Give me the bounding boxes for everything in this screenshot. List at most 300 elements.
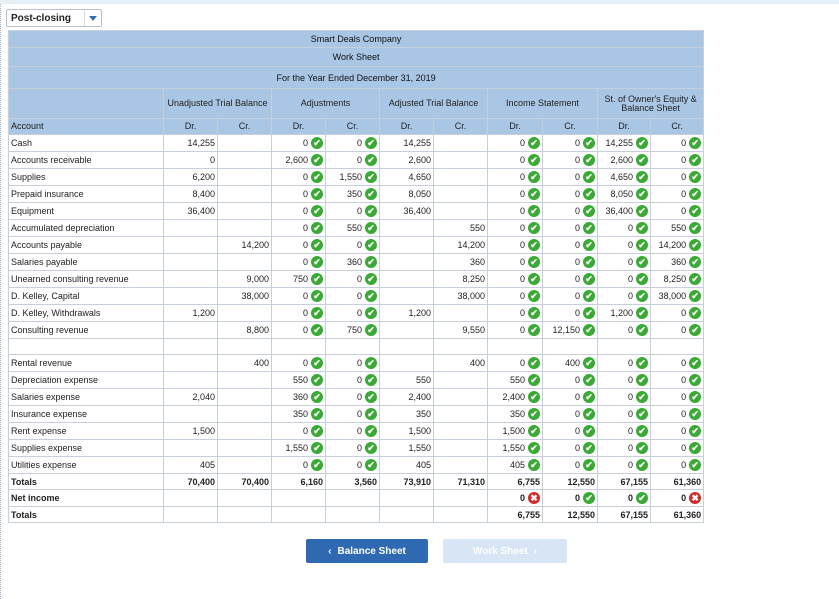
- answer-field[interactable]: [328, 440, 377, 456]
- cell-value: 550: [509, 375, 525, 385]
- is-dr-cell[interactable]: [488, 288, 543, 305]
- check-icon: ✔: [365, 307, 377, 319]
- answer-field[interactable]: [653, 152, 701, 168]
- answer-field[interactable]: [274, 322, 323, 338]
- is-dr-cell: [488, 339, 543, 355]
- is-dr-cell[interactable]: [488, 135, 543, 152]
- adj-dr-cell[interactable]: [272, 152, 326, 169]
- is-cr-cell[interactable]: [543, 220, 598, 237]
- is-dr-cell[interactable]: [488, 254, 543, 271]
- answer-field[interactable]: [545, 288, 595, 304]
- oe-cr-cell[interactable]: [651, 288, 704, 305]
- utb-cr-cell: [218, 220, 272, 237]
- answer-field[interactable]: [545, 423, 595, 439]
- answer-field[interactable]: [653, 389, 701, 405]
- answer-field[interactable]: [600, 254, 648, 270]
- is-dr-cell[interactable]: [488, 152, 543, 169]
- answer-field[interactable]: [274, 169, 323, 185]
- is-cr-cell[interactable]: [543, 186, 598, 203]
- oe-cr-cell[interactable]: [651, 355, 704, 372]
- is-dr-cell[interactable]: [488, 457, 543, 474]
- check-icon: ✔: [636, 324, 648, 336]
- answer-field[interactable]: [490, 152, 540, 168]
- oe-cr-cell[interactable]: [651, 220, 704, 237]
- adj-dr-cell[interactable]: [272, 389, 326, 406]
- is-cr-cell[interactable]: [543, 288, 598, 305]
- answer-field[interactable]: [545, 203, 595, 219]
- is-cr-cell[interactable]: [543, 322, 598, 339]
- adj-dr-cell[interactable]: [272, 169, 326, 186]
- check-icon: ✔: [583, 324, 595, 336]
- answer-field[interactable]: [600, 305, 648, 321]
- oe-cr-cell[interactable]: [651, 135, 704, 152]
- utb-cr-cell: [218, 406, 272, 423]
- adj-dr-cell[interactable]: [272, 254, 326, 271]
- check-icon: ✔: [689, 188, 701, 200]
- account-row: [9, 152, 704, 169]
- cell-value: 0: [356, 460, 362, 470]
- cell-value: 0: [627, 426, 633, 436]
- adj-dr-cell[interactable]: [272, 237, 326, 254]
- atb-cr-cell: [434, 339, 488, 355]
- answer-field[interactable]: [653, 254, 701, 270]
- adj-cr-cell[interactable]: [326, 406, 380, 423]
- answer-field[interactable]: [600, 355, 648, 371]
- is-cr-cell[interactable]: [543, 254, 598, 271]
- answer-field[interactable]: [545, 254, 595, 270]
- answer-field[interactable]: [490, 372, 540, 388]
- oe-dr-cell[interactable]: [598, 203, 651, 220]
- answer-field[interactable]: [328, 169, 377, 185]
- oe-cr-cell[interactable]: [651, 440, 704, 457]
- account-row: [9, 186, 704, 203]
- adj-cr-cell[interactable]: [326, 203, 380, 220]
- answer-field[interactable]: [653, 135, 701, 151]
- answer-field[interactable]: [328, 254, 377, 270]
- is-dr-cell[interactable]: [488, 389, 543, 406]
- answer-field[interactable]: [600, 440, 648, 456]
- oe-dr-cell[interactable]: [598, 355, 651, 372]
- answer-field[interactable]: [274, 305, 323, 321]
- adj-cr-cell[interactable]: [326, 288, 380, 305]
- answer-field[interactable]: [274, 389, 323, 405]
- answer-field[interactable]: [490, 440, 540, 456]
- is-dr-cell[interactable]: [488, 203, 543, 220]
- oe-dr-cell[interactable]: [598, 288, 651, 305]
- check-icon: ✔: [528, 188, 540, 200]
- answer-field[interactable]: [328, 288, 377, 304]
- is-dr-cell[interactable]: [488, 423, 543, 440]
- cell-value: 0: [574, 291, 580, 301]
- answer-field[interactable]: [328, 423, 377, 439]
- oe-cr-cell[interactable]: [651, 305, 704, 322]
- check-icon: ✔: [528, 256, 540, 268]
- answer-field[interactable]: [490, 457, 540, 473]
- answer-field[interactable]: [490, 305, 540, 321]
- cell-value: 14,255: [605, 138, 633, 148]
- answer-field[interactable]: [274, 135, 323, 151]
- answer-field[interactable]: [328, 322, 377, 338]
- answer-field[interactable]: [600, 271, 648, 287]
- answer-field[interactable]: [274, 423, 323, 439]
- utb-cr-cell: [218, 440, 272, 457]
- answer-field[interactable]: [600, 490, 648, 506]
- answer-field[interactable]: [653, 169, 701, 185]
- is-dr-cell[interactable]: [488, 271, 543, 288]
- answer-field[interactable]: [274, 220, 323, 236]
- answer-field[interactable]: [490, 355, 540, 371]
- cell-value: 1,550: [285, 443, 308, 453]
- adj-cr-cell[interactable]: [326, 423, 380, 440]
- answer-field[interactable]: [490, 490, 540, 506]
- answer-field[interactable]: [328, 355, 377, 371]
- is-cr-cell[interactable]: [543, 355, 598, 372]
- answer-field[interactable]: [274, 457, 323, 473]
- adj-dr-cell[interactable]: [272, 355, 326, 372]
- check-icon: ✔: [583, 205, 595, 217]
- atb-cr-cell: [434, 507, 488, 523]
- answer-field[interactable]: [600, 135, 648, 151]
- account-row: [9, 440, 704, 457]
- adj-cr-cell[interactable]: [326, 389, 380, 406]
- atb-cr-cell: 9,550: [434, 322, 488, 339]
- answer-field[interactable]: [328, 305, 377, 321]
- answer-field[interactable]: [328, 389, 377, 405]
- answer-field[interactable]: [328, 220, 377, 236]
- adj-dr-cell[interactable]: [272, 305, 326, 322]
- adj-cr-cell[interactable]: [326, 220, 380, 237]
- adj-cr-cell[interactable]: [326, 186, 380, 203]
- adj-cr-cell[interactable]: [326, 271, 380, 288]
- answer-field[interactable]: [490, 237, 540, 253]
- adj-dr-cell[interactable]: [272, 372, 326, 389]
- answer-field[interactable]: [490, 169, 540, 185]
- oe-dr-cell[interactable]: [598, 389, 651, 406]
- answer-field[interactable]: [600, 322, 648, 338]
- adj-dr-cell[interactable]: [272, 288, 326, 305]
- answer-field[interactable]: [653, 186, 701, 202]
- check-icon: ✔: [636, 425, 648, 437]
- answer-field[interactable]: [274, 355, 323, 371]
- answer-field[interactable]: [545, 440, 595, 456]
- oe-dr-cell[interactable]: [598, 220, 651, 237]
- answer-field[interactable]: [653, 305, 701, 321]
- oe-dr-cell[interactable]: [598, 457, 651, 474]
- answer-field[interactable]: [490, 220, 540, 236]
- oe-dr-cell[interactable]: [598, 186, 651, 203]
- answer-field[interactable]: [600, 237, 648, 253]
- answer-field[interactable]: [653, 440, 701, 456]
- answer-field[interactable]: [600, 186, 648, 202]
- adj-cr-cell[interactable]: [326, 440, 380, 457]
- is-cr-cell[interactable]: [543, 237, 598, 254]
- adj-dr-cell[interactable]: [272, 440, 326, 457]
- cell-value: 0: [681, 392, 687, 402]
- cell-value: 0: [519, 308, 525, 318]
- oe-dr-cell[interactable]: [598, 423, 651, 440]
- answer-field[interactable]: [328, 186, 377, 202]
- answer-field[interactable]: [600, 372, 648, 388]
- is-dr-cell[interactable]: [488, 237, 543, 254]
- cell-value: 0: [574, 274, 580, 284]
- answer-field[interactable]: [653, 203, 701, 219]
- is-cr-cell[interactable]: [543, 372, 598, 389]
- cell-value: 0: [356, 375, 362, 385]
- answer-field[interactable]: [600, 423, 648, 439]
- is-cr-cell[interactable]: [543, 389, 598, 406]
- answer-field[interactable]: [653, 237, 701, 253]
- answer-field[interactable]: [274, 254, 323, 270]
- oe-cr-cell[interactable]: [651, 186, 704, 203]
- answer-field[interactable]: [274, 372, 323, 388]
- is-cr-cell[interactable]: [543, 490, 598, 507]
- adj-dr-cell[interactable]: [272, 406, 326, 423]
- is-cr-cell[interactable]: [543, 423, 598, 440]
- is-cr-cell[interactable]: [543, 406, 598, 423]
- is-dr-cell[interactable]: [488, 440, 543, 457]
- answer-field[interactable]: [490, 186, 540, 202]
- answer-field[interactable]: [545, 237, 595, 253]
- answer-field[interactable]: [490, 271, 540, 287]
- cell-value: 350: [292, 409, 308, 419]
- answer-field[interactable]: [545, 135, 595, 151]
- answer-field[interactable]: [653, 220, 701, 236]
- answer-field[interactable]: [545, 271, 595, 287]
- oe-dr-cell[interactable]: [598, 237, 651, 254]
- is-dr-cell[interactable]: [488, 322, 543, 339]
- answer-field[interactable]: [653, 355, 701, 371]
- answer-field[interactable]: [545, 169, 595, 185]
- answer-field[interactable]: [600, 457, 648, 473]
- answer-field[interactable]: [653, 457, 701, 473]
- oe-cr-cell[interactable]: [651, 322, 704, 339]
- oe-cr-cell[interactable]: [651, 203, 704, 220]
- oe-dr-cell[interactable]: [598, 271, 651, 288]
- answer-field[interactable]: [274, 288, 323, 304]
- cell-value: 0: [681, 172, 687, 182]
- cell-value: 1,550: [502, 443, 525, 453]
- answer-field[interactable]: [545, 406, 595, 422]
- oe-cr-cell[interactable]: [651, 152, 704, 169]
- check-icon: ✔: [583, 171, 595, 183]
- is-cr-cell[interactable]: [543, 271, 598, 288]
- answer-field[interactable]: [653, 490, 701, 506]
- is-dr-cell[interactable]: [488, 355, 543, 372]
- adj-cr-cell[interactable]: [326, 254, 380, 271]
- oe-dr-cell[interactable]: [598, 406, 651, 423]
- answer-field[interactable]: [545, 355, 595, 371]
- answer-field[interactable]: [490, 135, 540, 151]
- answer-field[interactable]: [545, 389, 595, 405]
- work-sheet-button-label: Work Sheet: [472, 545, 528, 557]
- answer-field[interactable]: [653, 406, 701, 422]
- answer-field[interactable]: [328, 372, 377, 388]
- adj-dr-cell[interactable]: [272, 271, 326, 288]
- answer-field[interactable]: [490, 423, 540, 439]
- cell-value: 0: [574, 138, 580, 148]
- is-cr-cell[interactable]: [543, 203, 598, 220]
- account-row: [9, 457, 704, 474]
- cell-value: 0: [356, 392, 362, 402]
- adj-cr-cell[interactable]: [326, 372, 380, 389]
- answer-field[interactable]: [328, 152, 377, 168]
- cell-value: 0: [574, 392, 580, 402]
- check-icon: ✔: [365, 154, 377, 166]
- view-select-value: Post-closing: [11, 13, 72, 24]
- answer-field[interactable]: [490, 322, 540, 338]
- is-dr-cell[interactable]: [488, 490, 543, 507]
- answer-field[interactable]: [328, 271, 377, 287]
- oe-cr-cell[interactable]: [651, 254, 704, 271]
- cell-value: 0: [627, 240, 633, 250]
- answer-field[interactable]: [274, 203, 323, 219]
- answer-field[interactable]: [328, 203, 377, 219]
- oe-dr-cell[interactable]: [598, 440, 651, 457]
- balance-sheet-button[interactable]: [306, 539, 428, 563]
- utb-dr-cell: [164, 372, 218, 389]
- is-dr-cell[interactable]: [488, 372, 543, 389]
- answer-field[interactable]: [274, 186, 323, 202]
- check-icon: ✔: [528, 324, 540, 336]
- answer-field[interactable]: [328, 406, 377, 422]
- is-dr-cell[interactable]: [488, 220, 543, 237]
- oe-dr-cell[interactable]: [598, 372, 651, 389]
- is-dr-cell[interactable]: [488, 406, 543, 423]
- check-icon: ✔: [689, 137, 701, 149]
- cell-value: 0: [627, 392, 633, 402]
- adj-dr-cell[interactable]: [272, 322, 326, 339]
- oe-dr-cell[interactable]: [598, 254, 651, 271]
- answer-field[interactable]: [274, 271, 323, 287]
- oe-cr-cell[interactable]: [651, 271, 704, 288]
- oe-dr-cell[interactable]: [598, 135, 651, 152]
- answer-field[interactable]: [328, 135, 377, 151]
- answer-field[interactable]: [545, 186, 595, 202]
- utb-dr-cell: 1,200: [164, 305, 218, 322]
- view-select[interactable]: [6, 9, 102, 27]
- account-row: [9, 406, 704, 423]
- adj-cr-cell[interactable]: [326, 457, 380, 474]
- adj-cr-cell[interactable]: [326, 135, 380, 152]
- oe-cr-cell[interactable]: [651, 423, 704, 440]
- check-icon: ✔: [583, 307, 595, 319]
- cell-value: 405: [509, 460, 525, 470]
- answer-field[interactable]: [274, 152, 323, 168]
- answer-field[interactable]: [600, 220, 648, 236]
- answer-field[interactable]: [600, 152, 648, 168]
- adj-dr-cell[interactable]: [272, 203, 326, 220]
- answer-field[interactable]: [600, 406, 648, 422]
- is-cr-cell[interactable]: [543, 457, 598, 474]
- answer-field[interactable]: [328, 457, 377, 473]
- oe-dr-cell[interactable]: [598, 490, 651, 507]
- adj-cr-cell[interactable]: [326, 355, 380, 372]
- cell-value: 14,200: [658, 240, 687, 250]
- chevron-down-icon[interactable]: [84, 10, 101, 26]
- check-icon: ✔: [689, 222, 701, 234]
- oe-cr-cell[interactable]: [651, 237, 704, 254]
- work-sheet-button[interactable]: [443, 539, 567, 563]
- answer-field[interactable]: [600, 389, 648, 405]
- oe-dr-cell[interactable]: [598, 169, 651, 186]
- adj-cr-cell[interactable]: [326, 169, 380, 186]
- answer-field[interactable]: [545, 305, 595, 321]
- answer-field[interactable]: [490, 254, 540, 270]
- is-cr-cell[interactable]: [543, 152, 598, 169]
- answer-field[interactable]: [600, 288, 648, 304]
- answer-field[interactable]: [545, 322, 595, 338]
- answer-field[interactable]: [653, 423, 701, 439]
- answer-field[interactable]: [274, 237, 323, 253]
- answer-field[interactable]: [490, 288, 540, 304]
- answer-field[interactable]: [490, 406, 540, 422]
- answer-field[interactable]: [274, 440, 323, 456]
- answer-field[interactable]: [490, 389, 540, 405]
- is-cr-cell[interactable]: [543, 440, 598, 457]
- answer-field[interactable]: [653, 288, 701, 304]
- is-dr-cell[interactable]: [488, 305, 543, 322]
- answer-field[interactable]: [490, 203, 540, 219]
- answer-field[interactable]: [545, 372, 595, 388]
- answer-field[interactable]: [653, 271, 701, 287]
- account-name: Cash: [9, 135, 164, 152]
- check-icon: ✔: [689, 374, 701, 386]
- adj-dr-cell[interactable]: [272, 423, 326, 440]
- atb-dr-cell: 8,050: [380, 186, 434, 203]
- utb-dr-cell: [164, 339, 218, 355]
- adj-cr-cell[interactable]: [326, 237, 380, 254]
- cell-value: 550: [671, 223, 687, 233]
- oe-cr-cell[interactable]: [651, 457, 704, 474]
- atb-dr-cell: [380, 355, 434, 372]
- answer-field[interactable]: [653, 322, 701, 338]
- oe-cr-cell[interactable]: [651, 389, 704, 406]
- adj-dr-cell[interactable]: [272, 135, 326, 152]
- check-icon: ✔: [365, 256, 377, 268]
- adj-dr-cell[interactable]: [272, 220, 326, 237]
- adj-cr-cell[interactable]: [326, 305, 380, 322]
- is-cr-cell[interactable]: [543, 135, 598, 152]
- is-dr-cell[interactable]: [488, 169, 543, 186]
- oe-cr-cell[interactable]: [651, 406, 704, 423]
- cell-value: 0: [681, 358, 687, 368]
- company-name: Smart Deals Company: [9, 31, 704, 48]
- adj-dr-cell[interactable]: [272, 457, 326, 474]
- adj-cr-cell[interactable]: [326, 152, 380, 169]
- oe-cr-cell[interactable]: [651, 169, 704, 186]
- answer-field[interactable]: [545, 457, 595, 473]
- oe-dr-cell[interactable]: [598, 305, 651, 322]
- answer-field[interactable]: [653, 372, 701, 388]
- x-icon: ✖: [689, 492, 701, 504]
- answer-field[interactable]: [274, 406, 323, 422]
- oe-cr-cell[interactable]: [651, 490, 704, 507]
- is-cr-cell[interactable]: [543, 305, 598, 322]
- answer-field[interactable]: [545, 490, 595, 506]
- is-dr-cell[interactable]: [488, 186, 543, 203]
- answer-field[interactable]: [328, 237, 377, 253]
- oe-dr-cell[interactable]: [598, 152, 651, 169]
- answer-field[interactable]: [600, 203, 648, 219]
- adj-dr-cell[interactable]: [272, 186, 326, 203]
- answer-field[interactable]: [545, 220, 595, 236]
- oe-dr-cell[interactable]: [598, 322, 651, 339]
- answer-field[interactable]: [545, 152, 595, 168]
- is-cr-cell[interactable]: [543, 169, 598, 186]
- oe-cr-cell[interactable]: [651, 372, 704, 389]
- answer-field[interactable]: [600, 169, 648, 185]
- adj-cr-cell[interactable]: [326, 322, 380, 339]
